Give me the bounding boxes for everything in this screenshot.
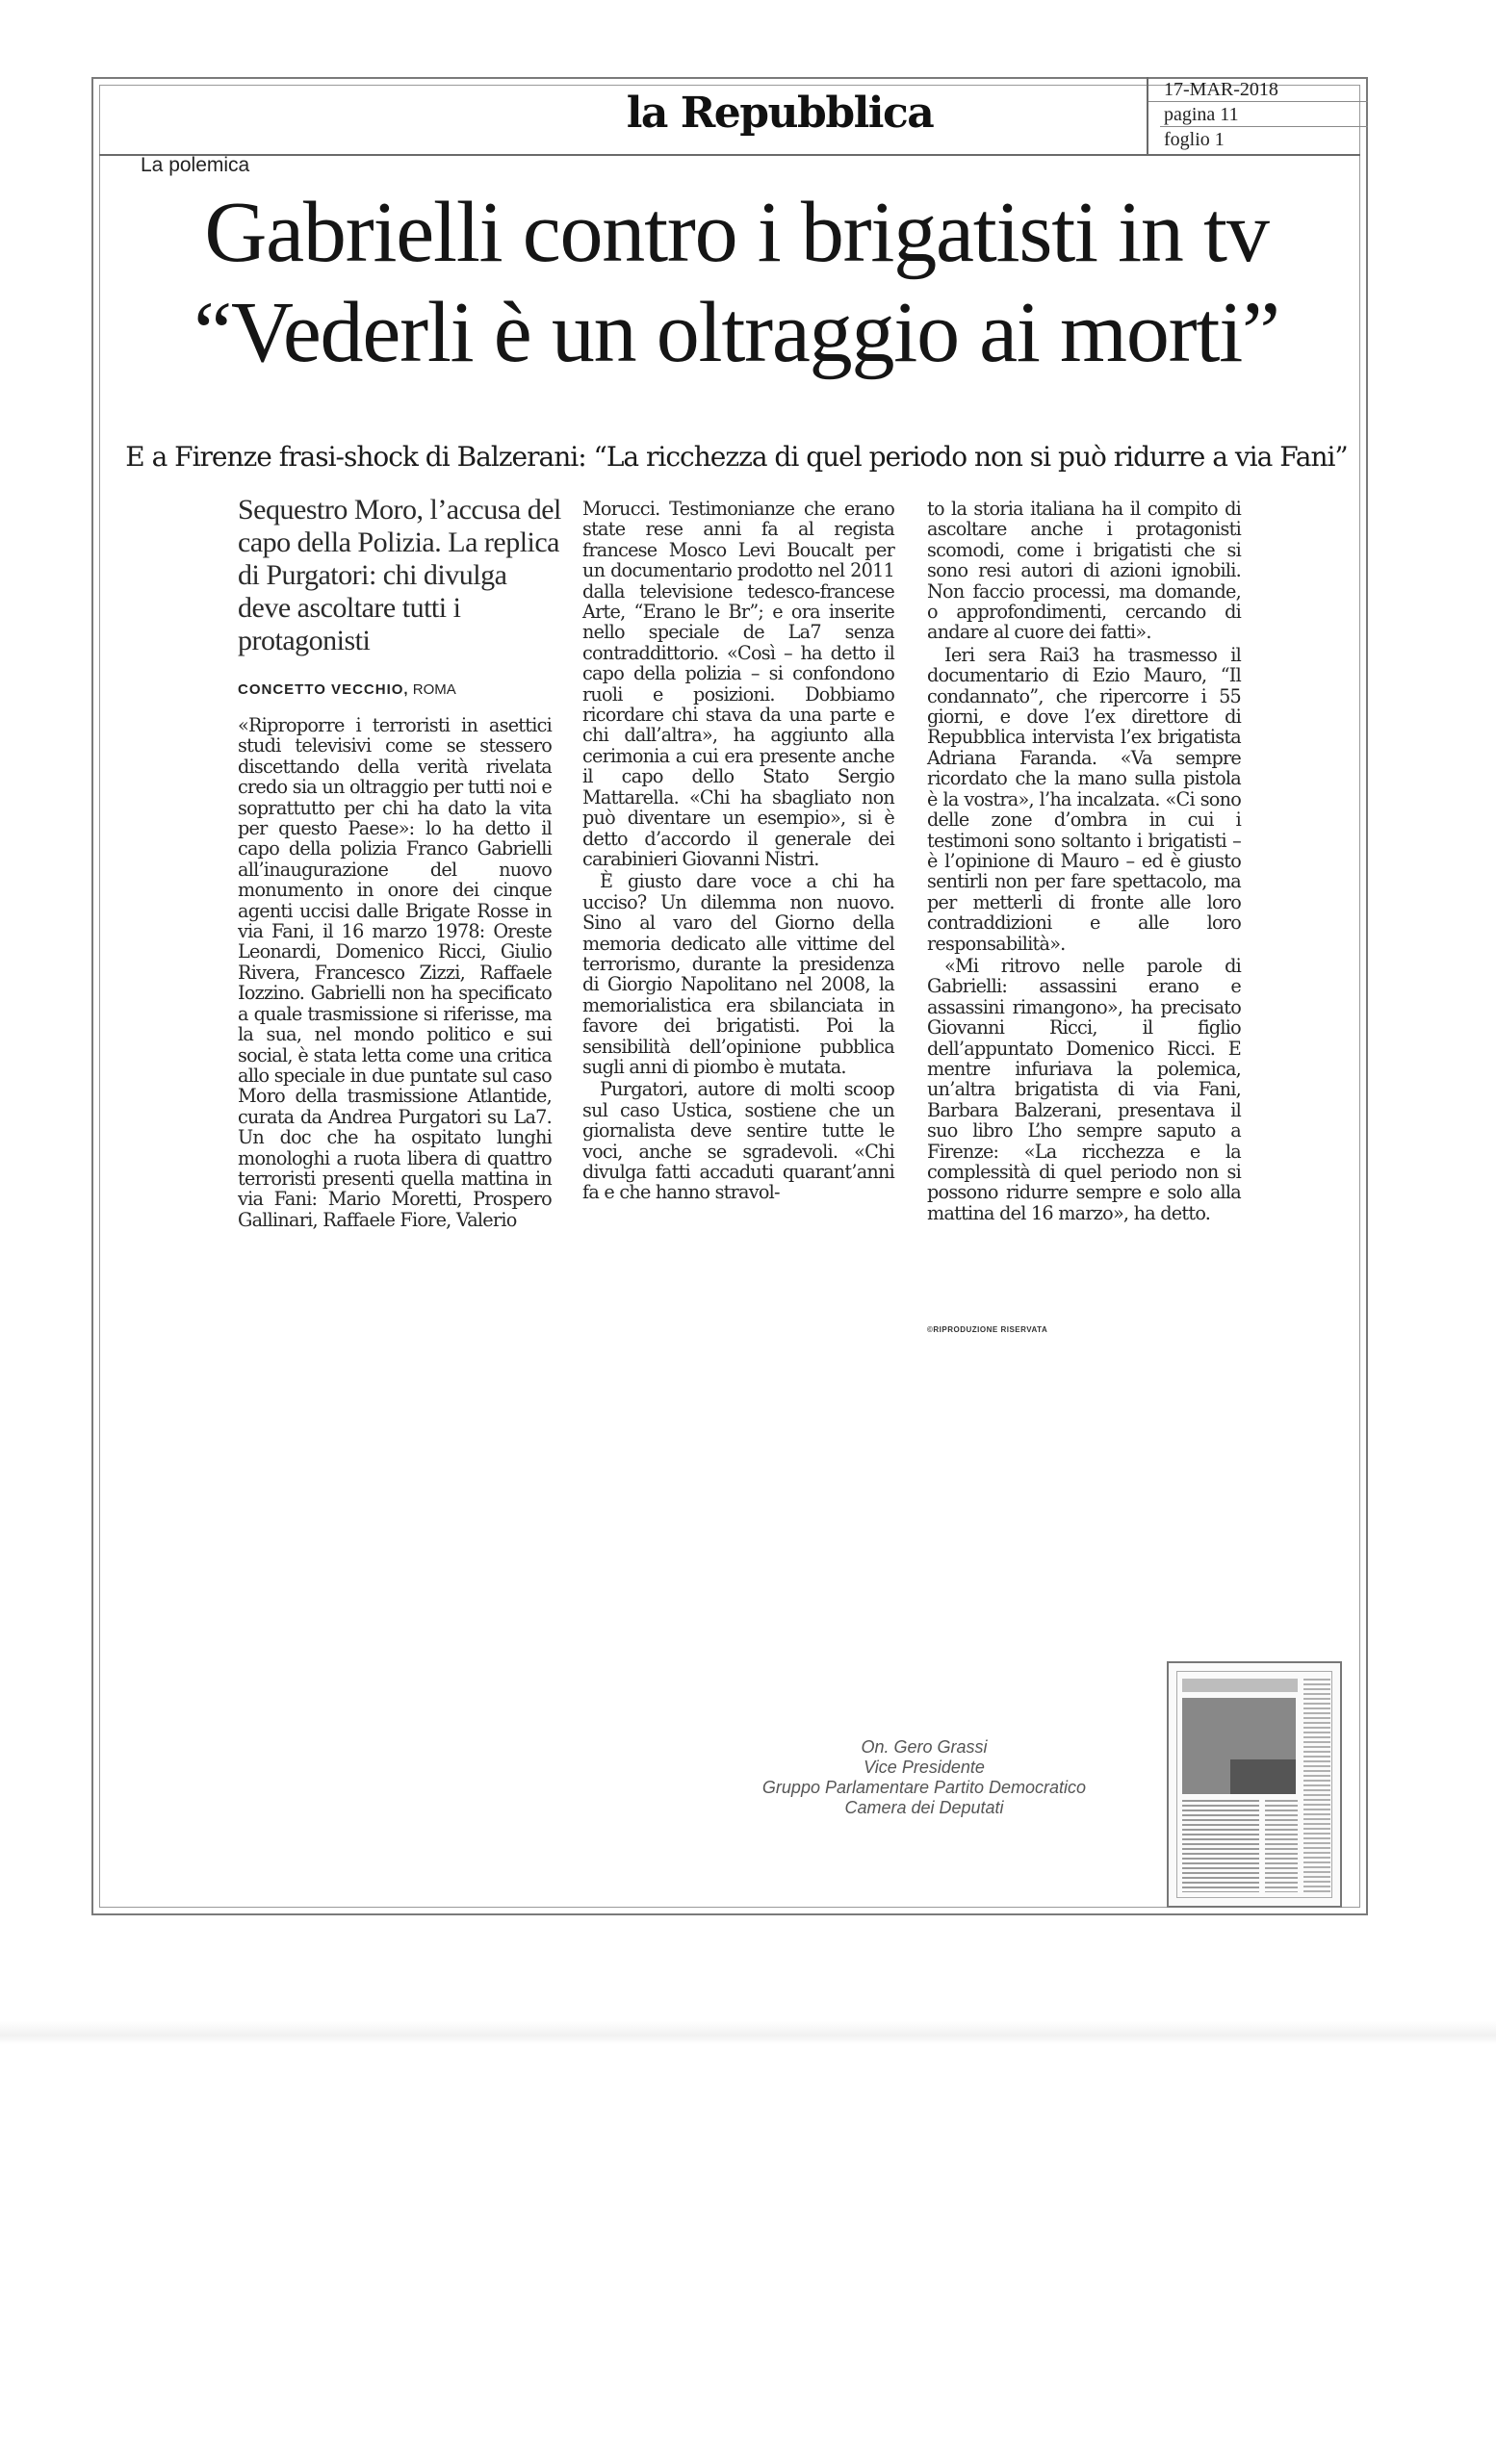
paragraph: Morucci. Testimonianze che erano state rese anni fa al regista francese Mosco Levi Boucalt per un documentario prodotto nel 2011 dalla televisione tedesco-francese Arte, “Erano le Br”; e ora inserite nello speciale de La7 senza contraddittorio. «Così – ha detto il capo della polizia – si confondono ruoli e posizioni. Dobbiamo ricordare chi stava da una parte e chi dall’altra», ha aggiunto alla cerimonia a cui era presente anche il capo dello Stato Sergio Mattarella. «Chi ha sbagliato non può diventare un esempio», si è detto d’accordo il generale dei carabinieri Giovanni Nistri.: [582, 498, 894, 870]
newspaper-masthead: la Repubblica: [626, 89, 934, 138]
date-box: [1147, 77, 1368, 156]
thumbnail-text: [1265, 1800, 1298, 1892]
paragraph: Ieri sera Rai3 ha trasmesso il documentario di Ezio Mauro, “Il condannato”, che ripercorre i 55 giorni, e dove l’ex direttore di Repubblica intervista l’ex brigatista Adriana Faranda. «Va sempre ricordato che la mano sulla pistola è la vostra», l’ha incalzata. «Ci sono delle zone d’ombra in cui i testimoni sono soltanto i brigatisti – è l’opinione di Mauro – ed è giusto sentirli non per fare spettacolo, ma per metterli di fronte alle loro contraddizioni e alle loro responsabilità».: [927, 643, 1241, 955]
signature-stamp: [693, 1737, 1155, 1818]
article-subheadline: E a Firenze frasi-shock di Balzerani: “La ricchezza di quel periodo non si può ridurre a via Fani”: [125, 441, 1348, 473]
paragraph: «Riproporre i terroristi in asettici studi televisivi come se stessero discettando della verità rivelata credo sia un oltraggio per tutti noi e soprattutto per chi ha dato la vita per questo Paese»: lo ha detto il capo della polizia Franco Gabrielli all’inaugurazione del nuovo monumento in onore dei cinque agenti uccisi dalle Brigate Rosse in via Fani, il 16 marzo 1978: Oreste Leonardi, Domenico Ricci, Giulio Rivera, Francesco Zizzi, Raffaele Iozzino. Gabrielli non ha specificato a quale trasmissione si riferisse, ma la sua, nel mondo politico e sui social, è stata letta come una critica allo speciale in due puntate sul caso Moro della trasmissione Atlantide, curata da Andrea Purgatori su La7. Un doc che ha ospitato lunghi monologhi a ruota libera di quattro terroristi presenti quella mattina in via Fani: Mario Moretti, Prospero Gallinari, Raffaele Fiore, Valerio: [238, 714, 552, 1231]
thumbnail-photo-detail: [1230, 1759, 1296, 1794]
thumbnail-text: [1182, 1800, 1259, 1892]
paragraph: È giusto dare voce a chi ha ucciso? Un dilemma non nuovo. Sino al varo del Giorno della memoria dedicato alle vittime del terrorismo, durante la presidenza di Giorgio Napolitano nel 2008, la memorialistica era sbilanciata in favore dei brigatisti. Poi la sensibilità dell’opinione pubblica sugli anni di piombo è mutata.: [582, 870, 894, 1078]
headline-line-2: “Vederli è un oltraggio ai morti”: [193, 285, 1279, 380]
thumbnail-sidebar: [1303, 1679, 1330, 1892]
copyright-notice: ©RIPRODUZIONE RISERVATA: [927, 1325, 1048, 1334]
page-thumbnail: [1167, 1661, 1342, 1908]
article-headline: [96, 183, 1377, 383]
text-column-2: [582, 499, 894, 1203]
headline-line-1: Gabrielli contro i brigatisti in tv: [204, 185, 1269, 280]
article-summary: Sequestro Moro, l’accusa del capo della Polizia. La replica di Purgatori: chi divulga deve ascoltare tutti i protagonisti: [238, 494, 561, 656]
signature-group: Gruppo Parlamentare Partito Democratico: [761, 1778, 1087, 1797]
article-kicker: La polemica: [141, 154, 250, 176]
text-column-3: [927, 499, 1241, 1223]
scan-edge-shadow: [0, 2021, 1496, 2044]
publication-date: 17-MAR-2018: [1148, 77, 1368, 102]
signature-name: On. Gero Grassi: [861, 1737, 988, 1757]
paragraph: «Mi ritrovo nelle parole di Gabrielli: assassini erano e assassini rimangono», ha precisato Giovanni Ricci, il figlio dell’appuntato Domenico Ricci. E mentre infuriava la polemica, un’altra brigatista di via Fani, Barbara Balzerani, presentava il suo libro L’ho sempre saputo a Firenze: «La ricchezza e la complessità di quel periodo non si possono ridurre sempre e solo alla mattina del 16 marzo», ha detto.: [927, 954, 1241, 1224]
paragraph: Purgatori, autore di molti scoop sul caso Ustica, sostiene che un giornalista deve sentire tutte le voci, anche se sgradevoli. «Chi divulga fatti accaduti quarant’anni fa e che hanno stravol-: [582, 1078, 894, 1204]
sheet-number: foglio 1: [1164, 129, 1225, 150]
signature-role: Vice Presidente: [864, 1758, 985, 1777]
byline-place: ROMA: [412, 681, 456, 698]
text-column-1: [238, 715, 552, 1230]
page-number: pagina 11: [1160, 102, 1368, 127]
signature-chamber: Camera dei Deputati: [844, 1798, 1004, 1817]
paragraph: to la storia italiana ha il compito di ascoltare anche i protagonisti scomodi, come i brigatisti che si sono resi autori di azioni ignobili. Non faccio processi, ma domande, o approfondimenti, cercando di andare al cuore dei fatti».: [927, 498, 1241, 644]
article-byline: [238, 681, 456, 698]
byline-author: CONCETTO VECCHIO,: [238, 681, 409, 698]
thumbnail-headline: [1182, 1679, 1298, 1692]
